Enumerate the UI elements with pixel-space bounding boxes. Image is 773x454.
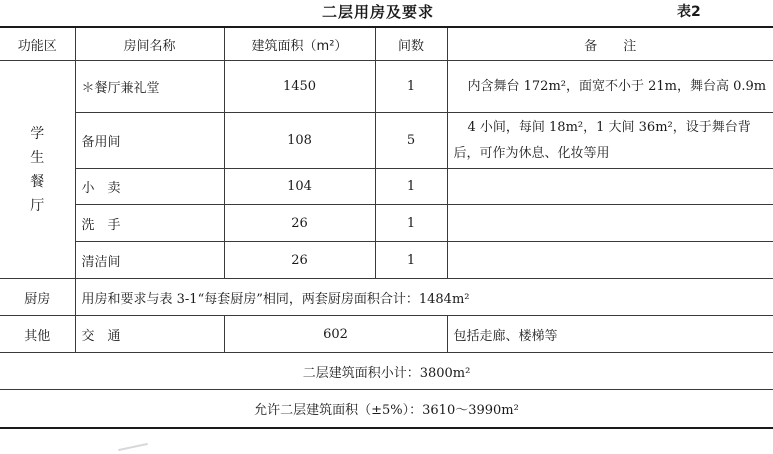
room-name: 小 卖 bbox=[75, 169, 224, 205]
zone-student-dining bbox=[0, 61, 75, 279]
table-row bbox=[0, 316, 773, 353]
table-row bbox=[0, 390, 773, 428]
table-row bbox=[0, 242, 773, 279]
kitchen-description: 用房和要求与表 3-1“每套厨房”相同，两套厨房面积合计：1484m² bbox=[75, 279, 773, 316]
room-area: 108 bbox=[224, 113, 375, 169]
table-row bbox=[0, 205, 773, 242]
table-row bbox=[0, 279, 773, 316]
header-area: 建筑面积（m²） bbox=[224, 27, 375, 61]
table-caption bbox=[0, 0, 773, 24]
room-name: 清洁间 bbox=[75, 242, 224, 279]
room-name: 备用间 bbox=[75, 113, 224, 169]
room-count: 1 bbox=[375, 242, 447, 279]
room-name: 交 通 bbox=[75, 316, 224, 353]
room-count: 1 bbox=[375, 61, 447, 113]
room-area: 26 bbox=[224, 242, 375, 279]
scan-mark bbox=[118, 443, 148, 451]
room-area: 1450 bbox=[224, 61, 375, 113]
room-remarks bbox=[447, 169, 773, 205]
room-remarks: 包括走廊、楼梯等 bbox=[447, 316, 773, 353]
allowed-area: 允许二层建筑面积（±5%）：3610～3990m² bbox=[0, 390, 773, 428]
room-count: 1 bbox=[375, 169, 447, 205]
room-name: ＊餐厅兼礼堂 bbox=[75, 61, 224, 113]
table-number: 表2 bbox=[677, 4, 701, 20]
room-area: 104 bbox=[224, 169, 375, 205]
table-row bbox=[0, 353, 773, 390]
room-count: 1 bbox=[375, 205, 447, 242]
zone-char: 生 bbox=[30, 149, 45, 166]
room-remarks: 4 小间，每间 18m²，1 大间 36m²，设于舞台背后，可作为休息、化妆等用 bbox=[447, 113, 773, 169]
area-subtotal: 二层建筑面积小计：3800m² bbox=[0, 353, 773, 390]
requirements-table bbox=[0, 26, 773, 429]
room-count: 5 bbox=[375, 113, 447, 169]
zone-char: 厅 bbox=[30, 197, 45, 214]
room-area: 602 bbox=[224, 316, 447, 353]
room-remarks bbox=[447, 205, 773, 242]
zone-other: 其他 bbox=[0, 316, 75, 353]
zone-char: 学 bbox=[30, 125, 45, 142]
header-count: 间数 bbox=[375, 27, 447, 61]
zone-char: 餐 bbox=[30, 173, 45, 190]
header-room: 房间名称 bbox=[75, 27, 224, 61]
header-remarks: 备 注 bbox=[447, 27, 773, 61]
room-remarks bbox=[447, 242, 773, 279]
header-row bbox=[0, 27, 773, 61]
room-area: 26 bbox=[224, 205, 375, 242]
zone-kitchen: 厨房 bbox=[0, 279, 75, 316]
table-row bbox=[0, 169, 773, 205]
room-remarks: 内含舞台 172m²，面宽不小于 21m，舞台高 0.9m bbox=[447, 61, 773, 113]
room-name: 洗 手 bbox=[75, 205, 224, 242]
header-zone: 功能区 bbox=[0, 27, 75, 61]
table-title: 二层用房及要求 bbox=[322, 3, 435, 21]
table-row bbox=[0, 113, 773, 169]
table-row bbox=[0, 61, 773, 113]
